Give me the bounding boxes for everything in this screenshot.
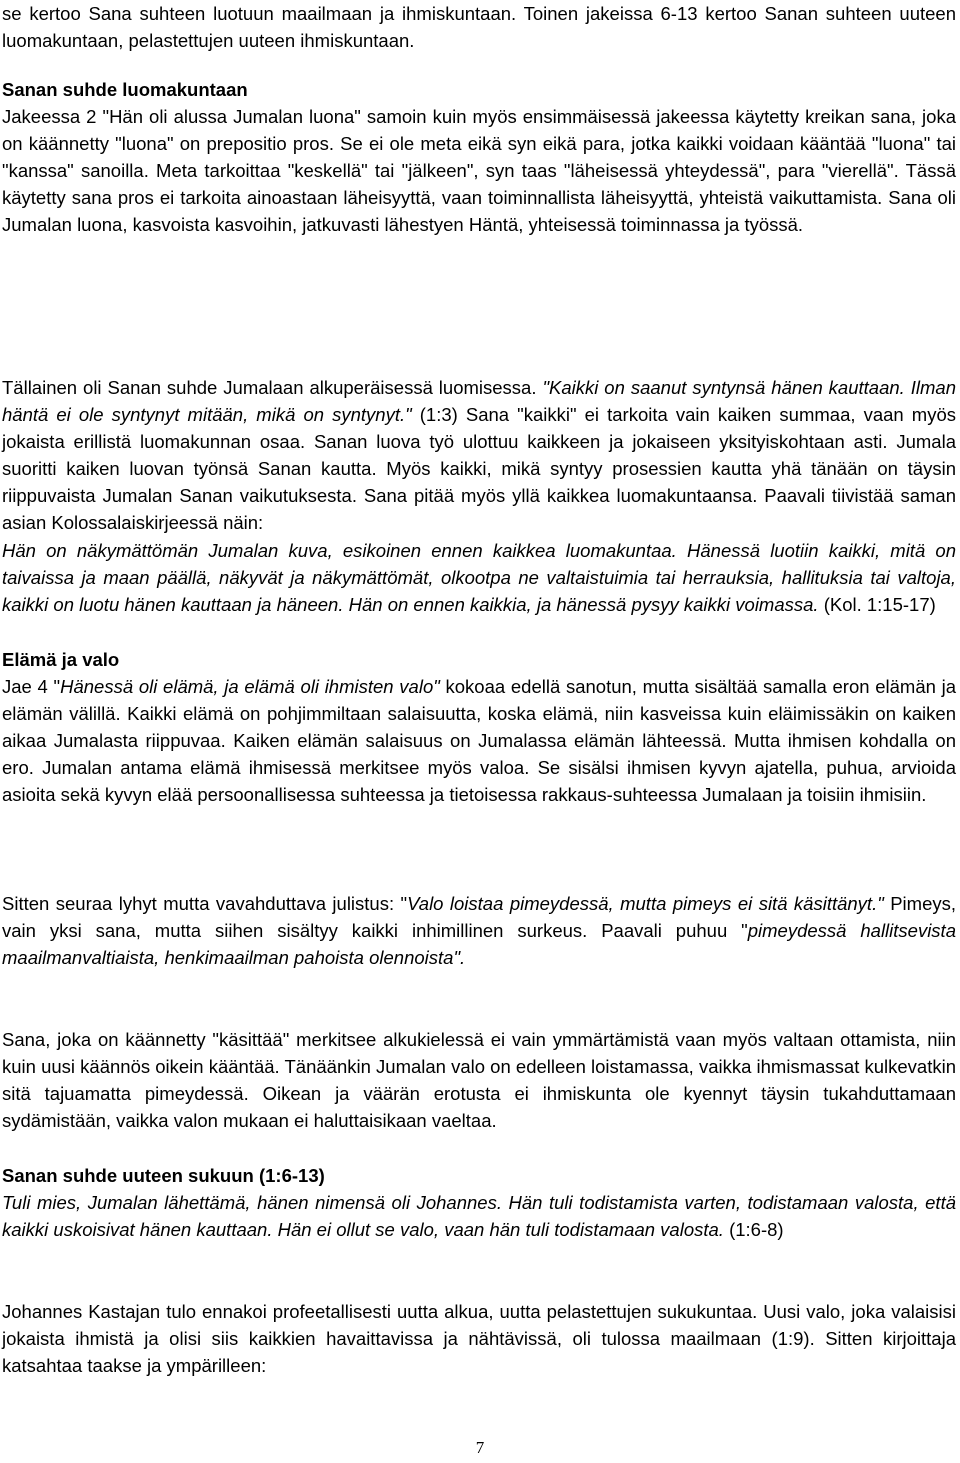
paragraph-original-creation [2,374,956,618]
paragraph-text: Jae 4 " [2,676,61,697]
scripture-quote: "Kaikki on saanut syntynsä hänen kauttaan. Ilman häntä ei ole syntynyt mitään, mikä on syntynyt." [2,377,956,426]
paragraph-preposition-pros: Jakeessa 2 "Hän oli alussa Jumalan luona" samoin kuin myös ensimmäisessä jakeessa käytetty kreikan sana, joka on käännetty "luona" on prepositio pros. Se ei ole meta eikä syn eikä para, jotka kaikki voidaan kääntää "luona" tai "kanssa" sanoilla. Meta tarkoittaa "keskellä" tai "jälkeen", syn taas "läheisessä yhteydessä", para "vierellä". Tässä käytetty sana pros ei tarkoita ainoastaan läheisyyttä, vaan toiminnallista läheisyyttä, yhteistä vaikuttamista. Sana oli Jumalan luona, kasvoista kasvoihin, jatkuvasti lähestyen Häntä, yhteisessä toiminnassa ja työssä. [2,106,956,236]
scripture-quote: Tuli mies, Jumalan lähettämä, hänen nimensä oli Johannes. Hän tuli todistamista varten, todistamaan valosta, että kaikki uskoisivat hänen kauttaan. Hän ei ollut se valo, vaan hän tuli todistamaan valosta. [2,1192,956,1241]
paragraph-text: Pimeys, vain yksi sana, mutta siihen sisältyy kaikki inhimillinen surkeus. Paavali puhuu " [2,893,957,942]
paragraph-text: kokoaa edellä sanotun, mutta sisältää samalla eron elämän ja elämän välillä. Kaikki elämä on pohjimmiltaan salaisuutta, koska elämä, niin kasveissa kuin eläimissäkin on kaiken aikaa Jumalasta riippuvaa. Kaiken elämän salaisuus on Jumalassa elämän lähteessä. Mutta ihmisen kohdalla on ero. Jumalan antama elämä ihmisessä merkitsee myös valoa. Se sisälsi ihmisen kyvyn ajatella, puhua, arvioida asioita sekä kyvyn elää persoonallisessa suhteessa ja tietoisessa rakkaus-suhteessa Jumalaan ja toisiin ihmisiin. [2,676,957,806]
paragraph-text: Sitten seuraa lyhyt mutta vavahduttava julistus: " [2,893,408,914]
scripture-quote: Valo loistaa pimeydessä, mutta pimeys ei sitä käsittänyt." [407,893,884,914]
paragraph-darkness [2,890,956,971]
scripture-quote: pimeydessä hallitsevista maailmanvaltiaista, henkimaailman pahoista olennoista". [2,920,956,969]
intro-paragraph: se kertoo Sana suhteen luotuun maailmaan ja ihmiskuntaan. Toinen jakeissa 6-13 kertoo Sanan suhteen uuteen luomakuntaan, pelastettujen uuteen ihmiskuntaan. [2,3,956,52]
scripture-reference: (1:6-8) [723,1219,784,1241]
paragraph-life-and-light [2,673,956,808]
paragraph-text: (1:3) Sana "kaikki" ei tarkoita vain kaiken summaa, vaan myös jokaista erillistä luomakunnan osaa. Sanan luova työ ulottuu kaikkeen ja jokaiseen yksityiskohtaan asti. Jumala suoritti kaiken luovan työnsä Sanan kautta. Myös kaikki, mikä syntyy prosessien kautta yhä tänään on täysin riippuvaista Jumalan Sanan vaikutuksesta. Sana pitää myös yllä kaikkea luomakuntaansa. Paavali tiivistää saman asian Kolossalaiskirjeessä näin: [2,404,956,534]
paragraph-comprehend: Sana, joka on käännetty "käsittää" merkitsee alkukielessä ei vain ymmärtämistä vaan myös valtaan ottamista, niin kuin uusi käännös oikein kääntää. Tänäänkin Jumalan valo on edelleen loistamassa, vaikka ihmismassat kulkevatkin sitä tajuamatta pimeydessä. Oikean ja väärän erotusta ei ihmiskunta ole kyennyt täysin tukahduttamaan sydämistään, vaikka valon mukaan ei haluttaisikaan vaeltaa. [2,1029,956,1132]
section-heading-new-generation: Sanan suhde uuteen sukuun (1:6-13) [2,1165,325,1186]
paragraph-text: Tällainen oli Sanan suhde Jumalaan alkuperäisessä luomisessa. [2,377,543,398]
scripture-reference: (Kol. 1:15-17) [818,593,936,615]
section-heading-creation: Sanan suhde luomakuntaan [2,79,248,100]
page-number: 7 [475,1438,485,1457]
section-heading-life-and-light: Elämä ja valo [2,649,120,670]
paragraph-john-quote [2,1189,956,1243]
paragraph-john-baptist: Johannes Kastajan tulo ennakoi profeetallisesti uutta alkua, uutta pelastettujen sukukuntaa. Uusi valo, joka valaisisi jokaista ihmistä ja olisi siis kaikkien havaittavissa ja nähtävissä, oli tulossa maailmaan (1:9). Sitten kirjoittaja katsahtaa taakse ja ympärilleen: [2,1301,956,1377]
scripture-quote: Hänessä oli elämä, ja elämä oli ihmisten valo" [60,676,440,697]
scripture-quote-colossians: Hän on näkymättömän Jumalan kuva, esikoinen ennen kaikkea luomakuntaa. Hänessä luotiin kaikki, mitä on taivaissa ja maan päällä, näkyvät ja näkymättömät, olkootpa ne valtaistuimia tai herrauksia, hallituksia tai valtoja, kaikki on luotu hänen kauttaan ja häneen. Hän on ennen kaikkia, ja hänessä pysyy kaikki voimassa. [2,539,956,615]
